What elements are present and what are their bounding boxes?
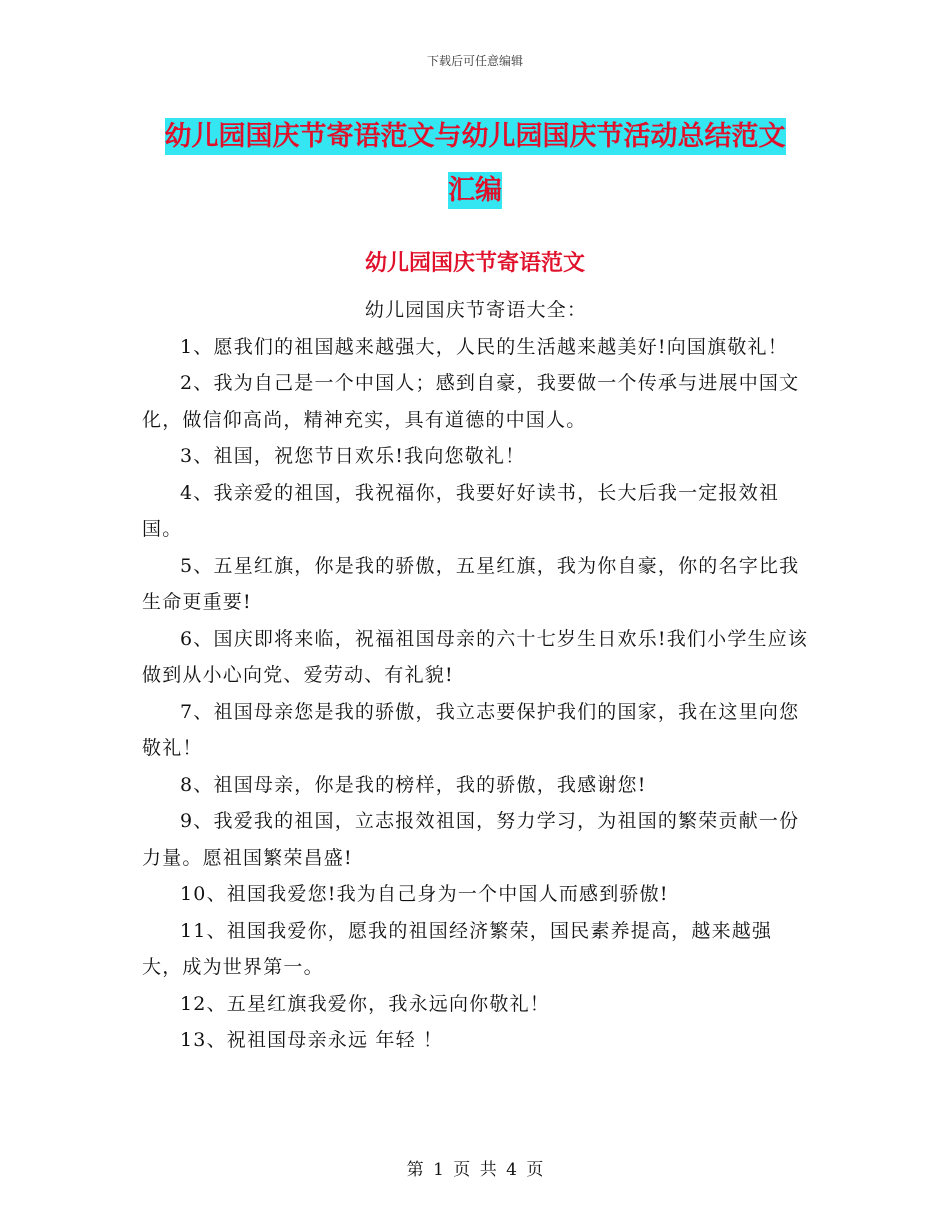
document-title-line-1: 幼儿园国庆节寄语范文与幼儿园国庆节活动总结范文 xyxy=(165,118,786,155)
paragraph: 4、我亲爱的祖国，我祝福你，我要好好读书，长大后我一定报效祖国。 xyxy=(142,481,780,540)
paragraph: 13、祝祖国母亲永远 年轻 ！ xyxy=(180,1029,444,1051)
paragraph: 7、祖国母亲您是我的骄傲，我立志要保护我们的国家，我在这里向您敬礼！ xyxy=(142,700,800,759)
paragraph: 8、祖国母亲，你是我的榜样，我的骄傲，我感谢您! xyxy=(180,773,647,796)
paragraph: 2、我为自己是一个中国人；感到自豪，我要做一个传承与进展中国文化，做信仰高尚，精神充实，具有道德的中国人。 xyxy=(142,372,800,431)
paragraph: 6、国庆即将来临，祝福祖国母亲的六十七岁生日欢乐!我们小学生应该做到从小心向党、爱劳动、有礼貌! xyxy=(142,627,809,686)
document-title-line-2: 汇编 xyxy=(448,172,502,209)
subheading: 幼儿园国庆节寄语大全： xyxy=(364,299,588,321)
paragraph: 12、五星红旗我爱你，我永远向你敬礼！ xyxy=(180,992,550,1015)
document-body xyxy=(142,292,810,1059)
paragraph: 9、我爱我的祖国，立志报效祖国，努力学习，为祖国的繁荣贡献一份力量。愿祖国繁荣昌盛! xyxy=(142,810,800,869)
paragraph: 11、祖国我爱你，愿我的祖国经济繁荣，国民素养提高，越来越强大，成为世界第一。 xyxy=(142,919,773,978)
paragraph: 3、祖国，祝您节日欢乐!我向您敬礼！ xyxy=(180,445,526,467)
paragraph: 5、五星红旗，你是我的骄傲，五星红旗，我为你自豪，你的名字比我生命更重要! xyxy=(142,554,800,613)
paragraph: 1、愿我们的祖国越来越强大，人民的生活越来越美好!向国旗敬礼！ xyxy=(180,335,788,358)
header-note: 下载后可任意编辑 xyxy=(426,54,523,68)
page-footer: 第 1 页 共 4 页 xyxy=(406,1160,544,1180)
document-title xyxy=(0,110,950,218)
section-title: 幼儿园国庆节寄语范文 xyxy=(364,251,585,276)
paragraph: 10、祖国我爱您!我为自己身为一个中国人而感到骄傲! xyxy=(180,883,669,905)
